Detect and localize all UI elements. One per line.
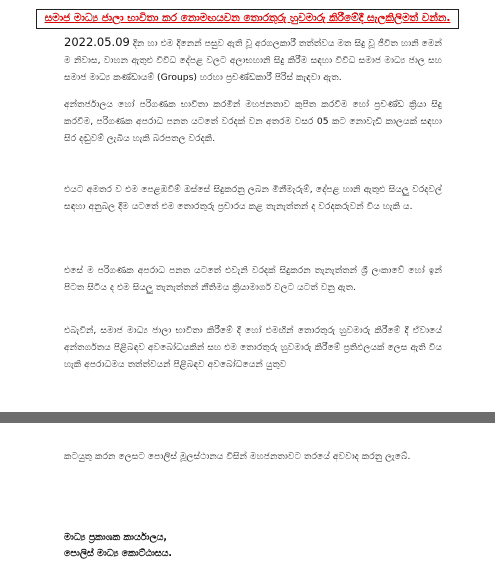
paragraph-1 [64,34,442,86]
paragraph-5-text: එබැවින්, සමාජ මාධ්‍ය ජාලා භාවිතා කිරීමේ දී හෝ එමඟින් තොරතුරු හුවමාරු කිරීමේ දී ඒවායේ අන්තර්ගතය පිළිබඳව අවබෝධයකින් සහ එම තොරතුරු හුවමාරු කිරීමේ ප්‍රතිඵලයක් ලෙස ඇති විය හැකි අපරාධමය තත්ත්වයන් පිළිබඳව අවබෝධයෙන් යුතුව [64,325,442,370]
page-break-divider [0,412,495,423]
signature-block [64,530,444,562]
paragraph-3 [64,181,442,215]
paragraph-2 [64,96,442,147]
paragraph-3-text: එයට අමතර ව එම පෙළඹවීම් ඔස්සේ සිදුකරනු ලබන මිනීමැරුම්, දේපළ හානි ඇතුළු සියලු වරදවල් සඳහා අනුබල දීම යටතේ එම තොරතුරු ප්‍රචාරය කළ තැනැත්තන් ද වරදකරුවන් විය හැකි ය. [64,184,442,212]
signature-office: මාධ්‍ය ප්‍රකාශක කාර්යාලය, [64,532,167,543]
title-container [0,6,495,29]
document-title: සමාජ මාධ්‍ය ජාලා භාවිතා කර නොමඟයවන තොරතුරු හුවමාරු කිරීමේදී සැලකිලිමත් වන්න. [36,9,460,29]
paragraph-4-text: එසේ ම පරිගණක අපරාධ පනත යටතේ එවැනි වරදක් සිදුකරන තැනැත්තන් ශ්‍රී ලංකාවේ හෝ ඉන් පිටත සිටිය ද එම සියලු තැනැත්තන් නීතිමය ක්‍රියාමාර්ග වලට යටත් වනු ඇත. [64,265,442,293]
paragraph-4 [64,262,442,296]
signature-division: පොලිස් මාධ්‍ය කොට්ඨාසය. [64,548,172,559]
paragraph-1-text: දින හා එම දිනෙන් පසුව ඇති වූ අරගලකාරී තත්ත්වය මත සිදු වූ ජීවිත හානි මෙන් ම නිවාස, වාහන ඇතුළු විවිධ දේපළ වලට අලාභහානි සිදු කිරීම සඳහා විවිධ සමාජ මාධ්‍ය ජාල සහ සමාජ මාධ්‍ය කණ්ඩායම් (Groups) හරහා ප්‍රචණ්ඩකාරී පිරිස් කැඳවා ඇත. [64,38,442,83]
paragraph-6-text: කටයුතු කරන ලෙසට පොලිස් මූලස්ථානය විසින් මහජනතාවට තරයේ අවවාද කරනු ලැබේ. [64,451,411,462]
paragraph-5 [64,322,442,373]
paragraph-6 [64,448,442,465]
date-lead: 2022.05.09 [64,35,130,49]
paragraph-2-text: අන්තර්ජාලය හෝ පරිගණක භාවිතා කරමින් මහජනතාව කුපිත කරවීම හෝ ප්‍රචණ්ඩ ක්‍රියා සිදු කරවීම, පරිගණක අපරාධ පනත යටතේ වරදක් වන අතරම වසර 05 කට නොවැඩි කාලයක් සඳහා සිර දඬුවම් ලැබිය හැකි බරපතල වරදකි. [64,99,442,144]
